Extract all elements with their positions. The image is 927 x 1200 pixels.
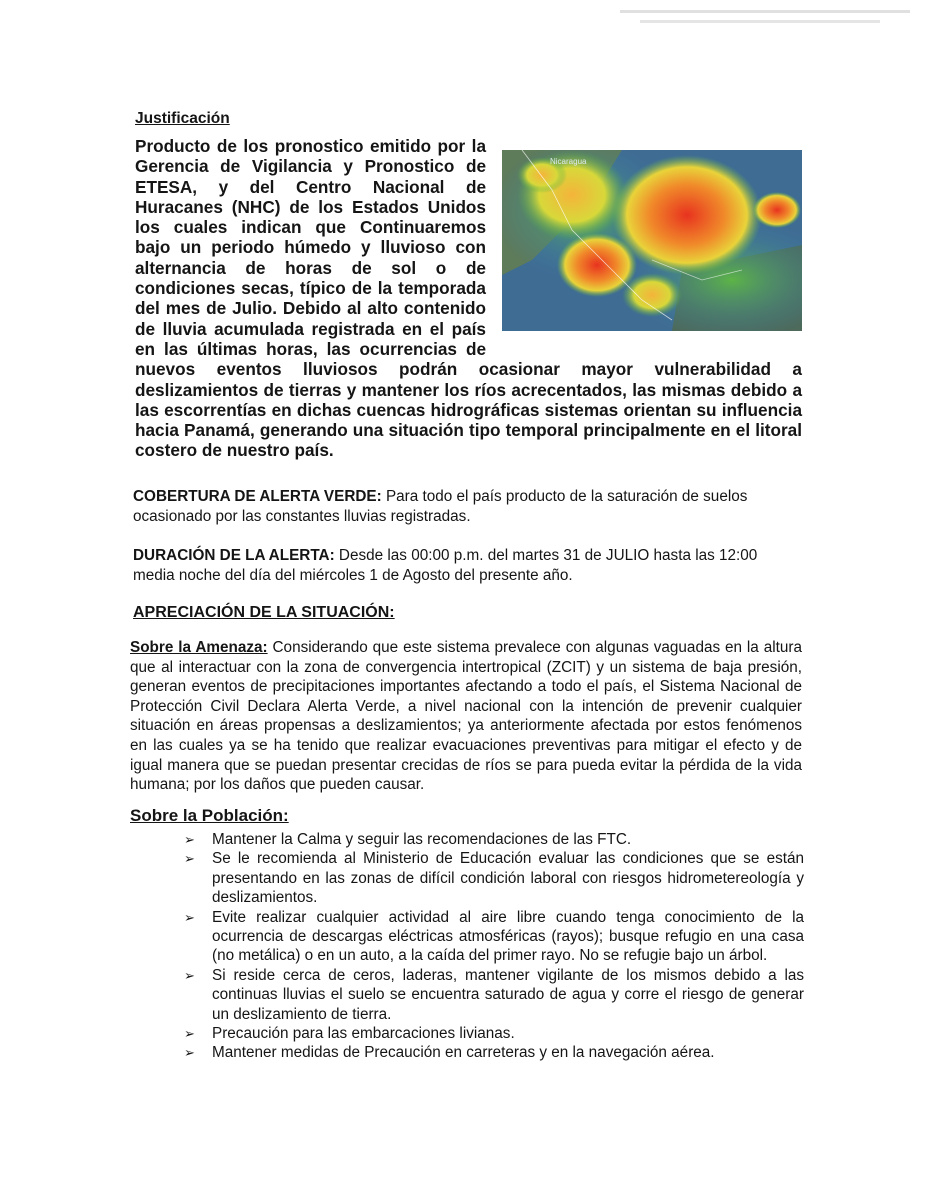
list-item	[184, 830, 804, 849]
bullet-arrow-icon: ➢	[184, 909, 195, 925]
justificacion-heading: Justificación	[135, 110, 230, 127]
justificacion-text: Producto de los pronostico emitido por la Gerencia de Vigilancia y Pronostico de ETESA, y del Centro Nacional de Huracanes (NHC) de los Estados Unidos los cuales indican que Continuaremos bajo un periodo húmedo y lluvioso con alternancia de horas de sol o de condiciones secas, típico de la temporada del mes de Julio. Debido al alto contenido de lluvia acumulada registrada en el país en las últimas horas, las ocurrencias de nuevos eventos lluviosos podrán ocasionar mayor vulnerabilidad a deslizamientos de tierras y mantener los ríos acrecentados, las mismas debido a las escorrentías en dichas cuencas hidrográficas sistemas orientan su influencia hacia Panamá, generando una situación tipo temporal principalmente en el litoral costero de nuestro país.	[135, 136, 802, 461]
list-item	[184, 1043, 804, 1062]
list-item-text: Mantener la Calma y seguir las recomendaciones de las FTC.	[212, 831, 632, 848]
cobertura-paragraph	[133, 487, 803, 526]
duracion-paragraph	[133, 546, 803, 585]
amenaza-text: Considerando que este sistema prevalece con algunas vaguadas en la altura que al interactuar con la zona de convergencia intertropical (ZCIT) y un sistema de baja presión, generan eventos de precipitaciones importantes afectando a todo el país, el Sistema Nacional de Protección Civil Declara Alerta Verde, a nivel nacional con la intención de prevenir cualquier situación en áreas propensas a deslizamientos; ya anteriormente afectada por estos fenómenos en las cuales ya se ha tenido que realizar evacuaciones preventivas para mitigar el efecto y de igual manera que se puedan presentar crecidas de ríos se para pueda evitar la pérdida de la vida humana; por los daños que pueden causar.	[130, 639, 802, 794]
list-item	[184, 849, 804, 907]
satellite-image	[502, 150, 802, 331]
bullet-arrow-icon: ➢	[184, 851, 195, 867]
list-item-text: Evite realizar cualquier actividad al aire libre cuando tenga conocimiento de la ocurrencia de descargas eléctricas atmosféricas (rayos); busque refugio en una casa (no metálica) o en un auto, a la caída del primer rayo. No se refugie bajo un árbol.	[212, 908, 804, 965]
faded-header-text	[620, 4, 920, 34]
justificacion-paragraph	[135, 136, 802, 461]
cobertura-label: COBERTURA DE ALERTA VERDE:	[133, 488, 382, 505]
bullet-arrow-icon: ➢	[184, 1045, 195, 1061]
list-item	[184, 966, 804, 1024]
list-item-text: Precaución para las embarcaciones livianas.	[212, 1025, 515, 1043]
map-country-label: Nicaragua	[550, 157, 587, 166]
duracion-label: DURACIÓN DE LA ALERTA:	[133, 547, 335, 564]
list-item	[184, 1024, 804, 1043]
amenaza-paragraph	[130, 638, 802, 795]
list-item-text: Si reside cerca de ceros, laderas, mantener vigilante de los mismos debido a las continuas lluvias el suelo se encuentra saturado de agua y corre el riesgo de generar un deslizamiento de tierra.	[212, 966, 804, 1023]
list-item-text: Se le recomienda al Ministerio de Educación evaluar las condiciones que se están presentando en las zonas de difícil condición laboral con riesgos hidrometereología y deslizamientos.	[212, 850, 804, 907]
amenaza-label: Sobre la Amenaza:	[130, 639, 268, 656]
poblacion-list	[184, 830, 804, 1063]
bullet-arrow-icon: ➢	[184, 967, 195, 983]
list-item	[184, 908, 804, 966]
list-item-text: Mantener medidas de Precaución en carreteras y en la navegación aérea.	[212, 1044, 715, 1062]
duracion-text: Desde las 00:00 p.m. del martes 31 de JULIO hasta las 12:00 media noche del día del miércoles 1 de Agosto del presente año.	[133, 547, 758, 584]
bullet-arrow-icon: ➢	[184, 1026, 195, 1042]
cobertura-text: Para todo el país producto de la saturación de suelos ocasionado por las constantes lluvias registradas.	[133, 488, 748, 525]
apreciacion-title: APRECIACIÓN DE LA SITUACIÓN:	[133, 604, 395, 621]
poblacion-title: Sobre la Población:	[130, 806, 289, 825]
bullet-arrow-icon: ➢	[184, 832, 195, 847]
